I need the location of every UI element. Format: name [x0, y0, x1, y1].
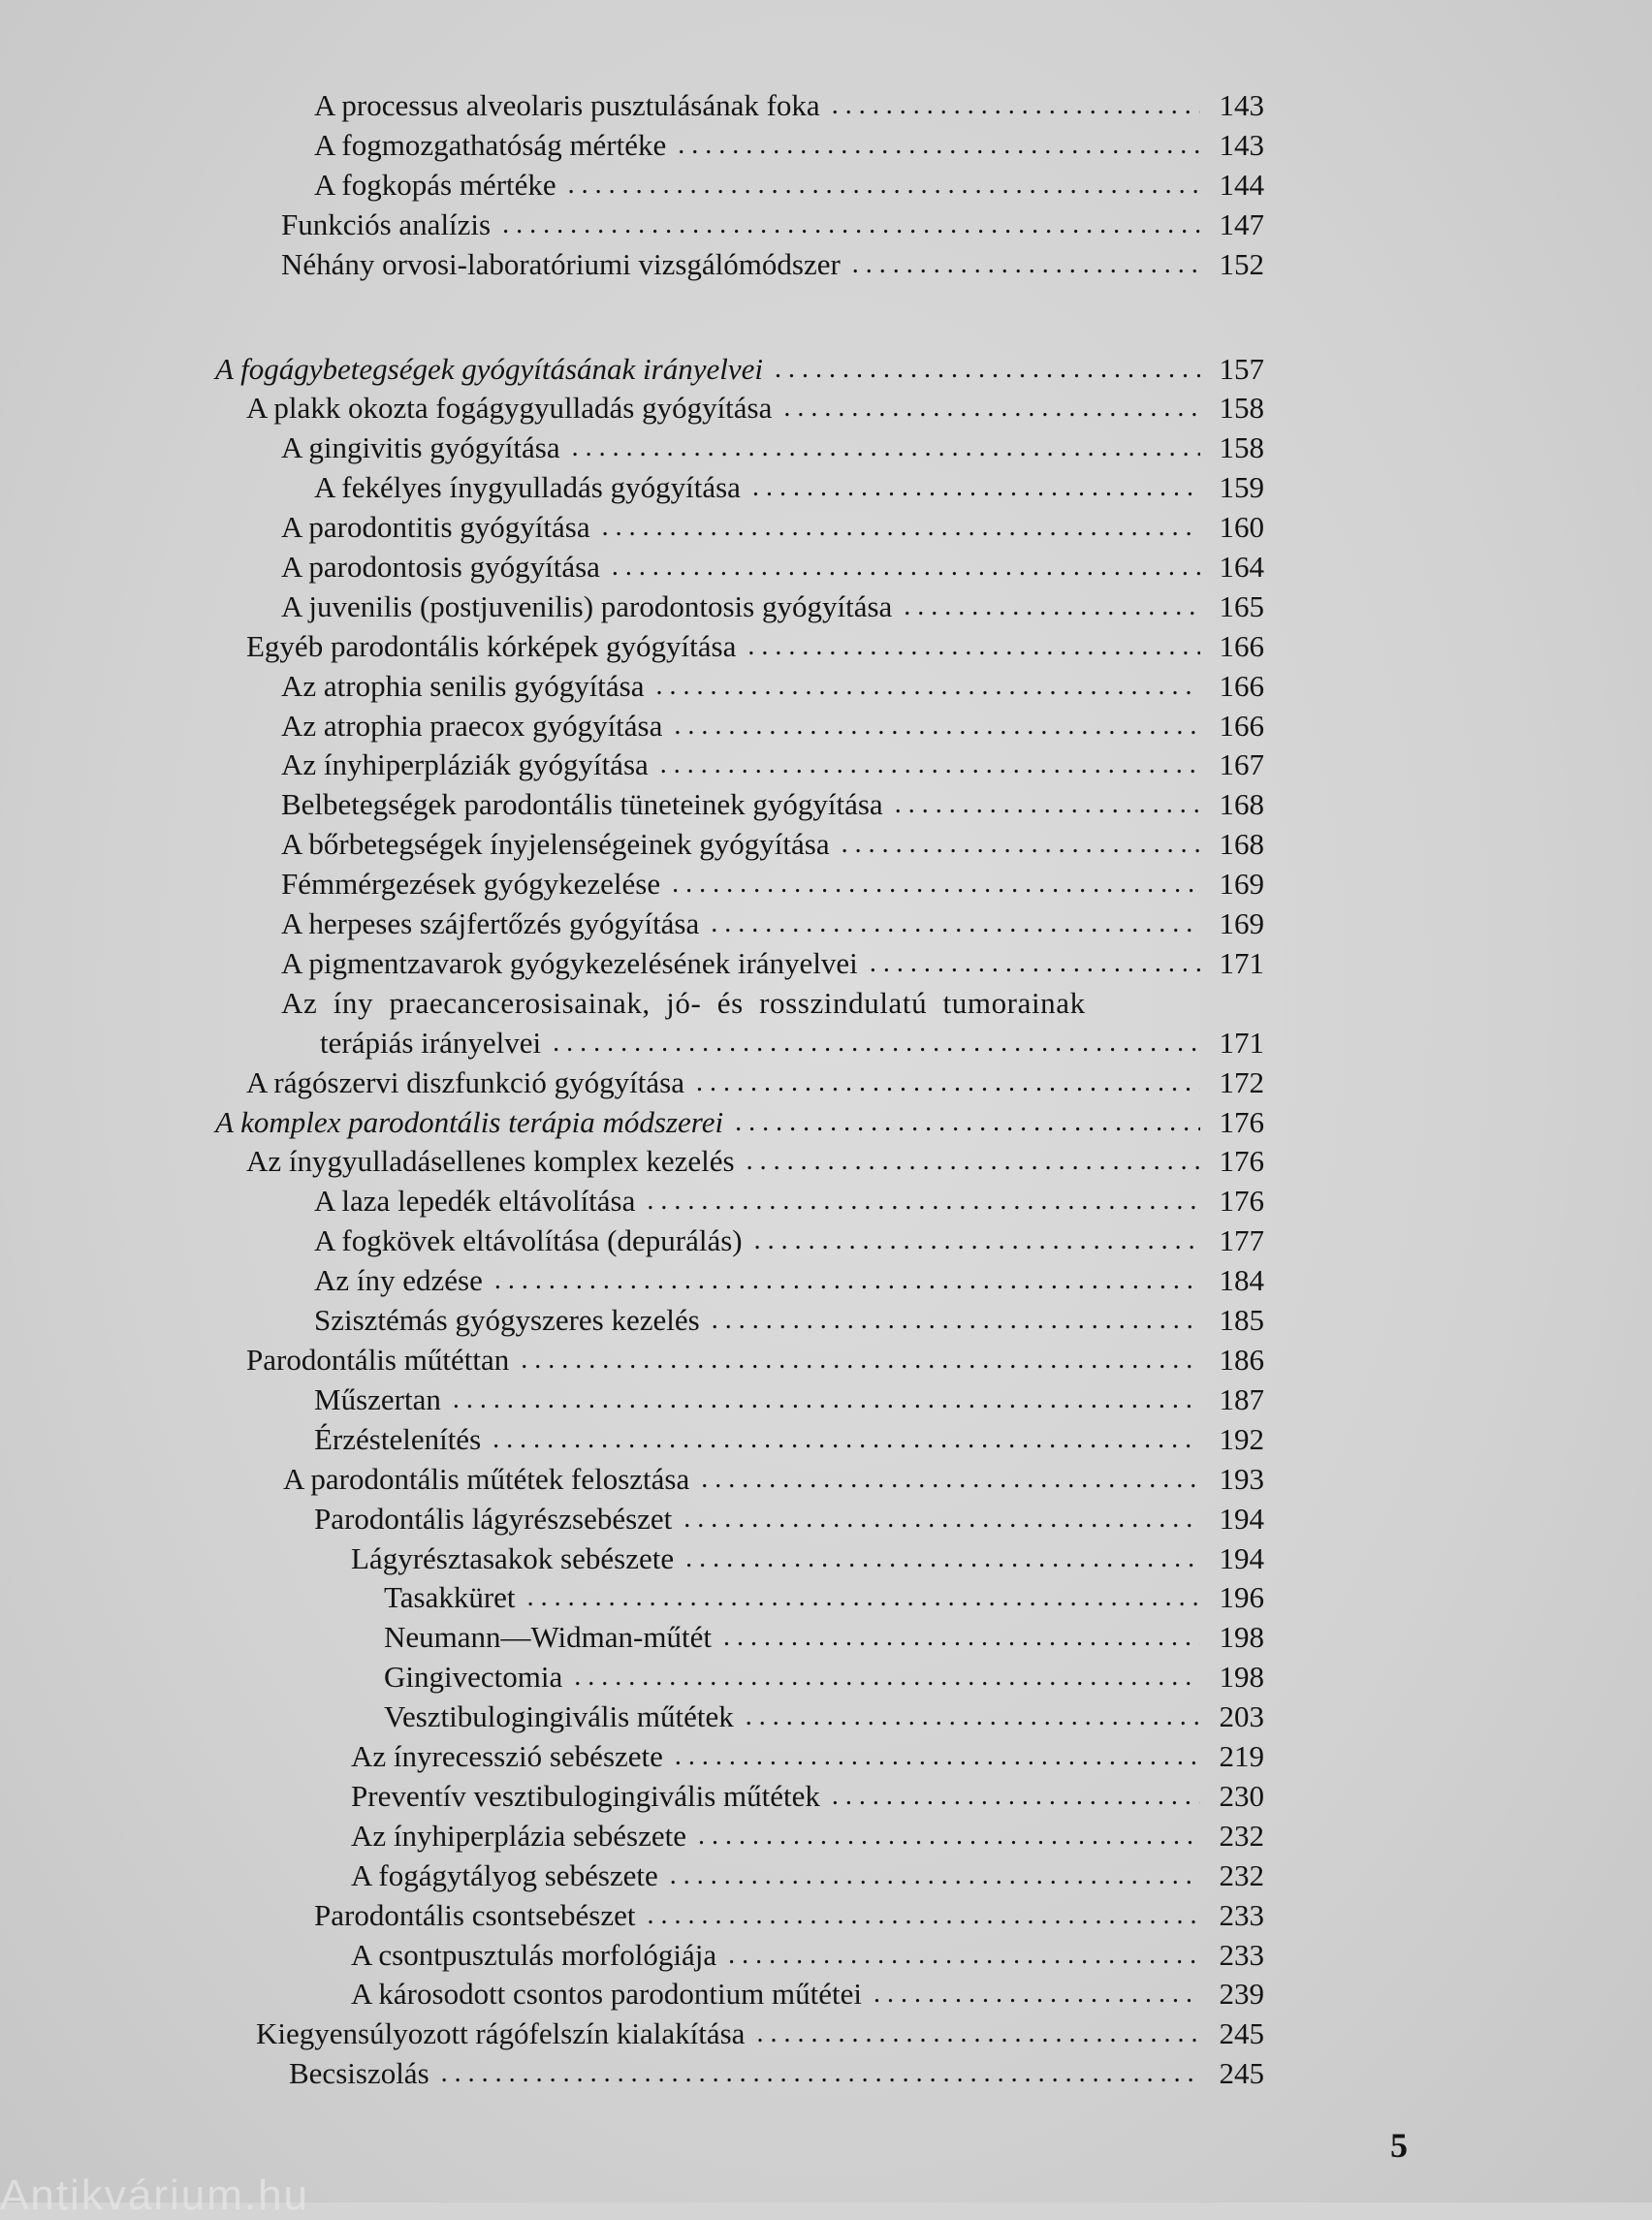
- toc-entry: [314, 1221, 1264, 1260]
- toc-entry: [351, 1776, 1264, 1816]
- toc-entry: [281, 244, 1264, 284]
- toc-leader-dots: [747, 626, 1200, 666]
- toc-entry: [314, 467, 1264, 507]
- toc-entry: [256, 2014, 1264, 2053]
- toc-entry-title: A plakk okozta fogágygyulladás gyógyítása: [246, 391, 773, 425]
- toc-entry-page: 219: [1219, 1739, 1264, 1773]
- toc-leader-dots: [527, 1577, 1200, 1617]
- toc-leader-dots: [678, 125, 1200, 165]
- toc-leader-dots: [832, 1776, 1200, 1816]
- toc-entry-page: 176: [1219, 1105, 1264, 1139]
- toc-entry-title: Becsiszolás: [289, 2056, 429, 2090]
- toc-entry-title: A fogkövek eltávolítása (depurálás): [314, 1223, 743, 1257]
- toc-entry-title: Az íny praecancerosisainak, jó- és rosszindulatú tumorainak: [281, 986, 1086, 1020]
- toc-leader-dots: [728, 1935, 1200, 1975]
- toc-entry-title: Egyéb parodontális kórképek gyógyítása: [246, 629, 737, 663]
- toc-entry-title: Érzéstelenítés: [314, 1422, 482, 1456]
- toc-leader-dots: [904, 587, 1200, 626]
- toc-entry: [351, 1974, 1264, 2014]
- toc-entry-title: Az íny edzése: [314, 1263, 483, 1297]
- toc-entry-page: 239: [1219, 1977, 1264, 2011]
- toc-entry-page: 245: [1219, 2016, 1264, 2050]
- toc-entry-title: Belbetegségek parodontális tüneteinek gyógyítása: [281, 787, 883, 821]
- toc-entry-title: Preventív vesztibulogingivális műtétek: [351, 1779, 820, 1813]
- toc-entry: [289, 2053, 1264, 2093]
- toc-entry-title: Az atrophia senilis gyógyítása: [281, 669, 645, 703]
- toc-leader-dots: [783, 388, 1200, 428]
- toc-entry-page: 166: [1219, 669, 1264, 703]
- toc-leader-dots: [775, 349, 1200, 389]
- toc-leader-dots: [752, 467, 1200, 507]
- toc-entry: [246, 626, 1264, 666]
- toc-entry-page: 167: [1219, 747, 1264, 781]
- toc-leader-dots: [711, 904, 1200, 943]
- toc-entry-title: A pigmentzavarok gyógykezelésének irányelvei: [281, 946, 858, 980]
- toc-leader-dots: [492, 1419, 1200, 1459]
- toc-entry-page: 169: [1219, 867, 1264, 901]
- toc-entry: [281, 428, 1264, 467]
- toc-entry: [281, 507, 1264, 547]
- toc-leader-dots: [754, 1221, 1200, 1260]
- toc-entry-page: 186: [1219, 1343, 1264, 1377]
- toc-entry-page: 193: [1219, 1462, 1264, 1496]
- toc-entry: [281, 904, 1264, 943]
- toc-entry-title: A fogmozgathatóság mértéke: [314, 128, 667, 162]
- toc-leader-dots: [723, 1617, 1200, 1657]
- toc-entry: [384, 1657, 1264, 1697]
- toc-entry: [314, 1499, 1264, 1538]
- toc-entry-page: 166: [1219, 629, 1264, 663]
- toc-entry-title: Gingivectomia: [384, 1660, 563, 1694]
- toc-entry-page: 196: [1219, 1580, 1264, 1614]
- toc-entry-page: 192: [1219, 1422, 1264, 1456]
- toc-leader-dots: [553, 1023, 1200, 1062]
- toc-entry-page: 147: [1219, 207, 1264, 241]
- toc-entry-page: 159: [1219, 470, 1264, 504]
- toc-entry-page: 176: [1219, 1184, 1264, 1218]
- toc-entry-page: 160: [1219, 510, 1264, 544]
- toc-leader-dots: [572, 428, 1200, 467]
- toc-leader-dots: [756, 2014, 1200, 2053]
- toc-entry: [314, 1419, 1264, 1459]
- watermark-text: Antikvárium.hu: [0, 2172, 310, 2219]
- toc-leader-dots: [746, 1697, 1200, 1736]
- toc-leader-dots: [602, 507, 1200, 547]
- toc-entry-page: 184: [1219, 1263, 1264, 1297]
- toc-entry-title: Vesztibulogingivális műtétek: [384, 1699, 734, 1733]
- toc-leader-dots: [712, 1300, 1200, 1340]
- toc-entry: [384, 1577, 1264, 1617]
- toc-entry: [314, 165, 1264, 205]
- toc-leader-dots: [698, 1816, 1200, 1855]
- toc-leader-dots: [675, 1736, 1200, 1776]
- toc-entry: [281, 547, 1264, 587]
- toc-leader-dots: [735, 1102, 1200, 1142]
- toc-entry-page: 158: [1219, 391, 1264, 425]
- toc-entry-title: A parodontitis gyógyítása: [281, 510, 590, 544]
- toc-entry: [246, 1141, 1264, 1181]
- toc-entry: [320, 1023, 1264, 1062]
- toc-entry-page: 187: [1219, 1382, 1264, 1416]
- toc-entry-page: 168: [1219, 827, 1264, 861]
- toc-entry-page: 166: [1219, 709, 1264, 743]
- toc-entry: [351, 1736, 1264, 1776]
- toc-entry: [314, 85, 1264, 125]
- toc-entry: [281, 706, 1264, 745]
- toc-entry-page: 157: [1219, 352, 1264, 386]
- toc-entry-page: 169: [1219, 906, 1264, 940]
- toc-entry-title: A fogágybetegségek gyógyításának irányelvei: [215, 352, 763, 386]
- toc-entry-page: 232: [1219, 1858, 1264, 1892]
- toc-entry-title: Az ínyhiperpláziák gyógyítása: [281, 747, 649, 781]
- toc-entry-title: A fogkopás mértéke: [314, 168, 556, 202]
- toc-leader-dots: [685, 1538, 1200, 1578]
- toc-entry-title: Az ínygyulladásellenes komplex kezelés: [246, 1144, 735, 1178]
- toc-entry: [281, 784, 1264, 824]
- toc-leader-dots: [521, 1340, 1200, 1380]
- toc-entry: [351, 1816, 1264, 1855]
- toc-entry-title: Funkciós analízis: [281, 207, 492, 241]
- toc-entry: [314, 125, 1264, 165]
- toc-leader-dots: [453, 1380, 1200, 1419]
- toc-entry: [384, 1617, 1264, 1657]
- toc-leader-dots: [494, 1260, 1200, 1300]
- toc-leader-dots: [672, 864, 1200, 904]
- toc-leader-dots: [747, 1141, 1200, 1181]
- toc-entry: [314, 1380, 1264, 1419]
- toc-entry: [246, 1340, 1264, 1380]
- toc-entry-title: A károsodott csontos parodontium műtétei: [351, 1977, 862, 2011]
- toc-entry: [281, 587, 1264, 626]
- toc-leader-dots: [683, 1499, 1200, 1538]
- toc-entry-title: Parodontális lágyrészsebészet: [314, 1502, 673, 1536]
- toc-entry: [215, 349, 1264, 389]
- toc-entry-page: 233: [1219, 1898, 1264, 1932]
- toc-entry-title: Tasakküret: [384, 1580, 516, 1614]
- toc-entry-title: Kiegyensúlyozott rágófelszín kialakítása: [256, 2016, 746, 2050]
- toc-leader-dots: [660, 745, 1200, 784]
- toc-entry-title: A komplex parodontális terápia módszerei: [215, 1105, 724, 1139]
- toc-entry: [281, 666, 1264, 706]
- toc-leader-dots: [568, 165, 1200, 205]
- toc-entry-title: Lágyrésztasakok sebészete: [351, 1541, 675, 1575]
- toc-leader-dots: [842, 824, 1200, 864]
- toc-entry-page: 158: [1219, 430, 1264, 464]
- toc-entry-title: Szisztémás gyógyszeres kezelés: [314, 1303, 700, 1337]
- toc-entry: [314, 1895, 1264, 1935]
- toc-entry: [281, 864, 1264, 904]
- toc-entry-title: A laza lepedék eltávolítása: [314, 1184, 636, 1218]
- toc-entry: [281, 983, 1264, 1023]
- toc-entry-title: A csontpusztulás morfológiája: [351, 1938, 717, 1972]
- toc-entry-page: 245: [1219, 2056, 1264, 2090]
- toc-entry: [351, 1935, 1264, 1975]
- toc-entry-page: 143: [1219, 88, 1264, 122]
- toc-entry-page: 177: [1219, 1223, 1264, 1257]
- toc-entry-page: 143: [1219, 128, 1264, 162]
- toc-leader-dots: [874, 1974, 1200, 2014]
- toc-entry-page: 185: [1219, 1303, 1264, 1337]
- toc-leader-dots: [870, 943, 1200, 983]
- toc-leader-dots: [674, 706, 1200, 745]
- toc-entry-page: 194: [1219, 1502, 1264, 1536]
- toc-entry-page: 230: [1219, 1779, 1264, 1813]
- toc-entry: [246, 388, 1264, 428]
- toc-entry: [281, 205, 1264, 244]
- toc-leader-dots: [696, 1062, 1200, 1102]
- toc-entry-page: 172: [1219, 1065, 1264, 1099]
- toc-entry-title: Az ínyhiperplázia sebészete: [351, 1819, 686, 1853]
- toc-entry-title: Parodontális csontsebészet: [314, 1898, 636, 1932]
- toc-entry: [314, 1300, 1264, 1340]
- page-number: 5: [1390, 2126, 1408, 2165]
- toc-leader-dots: [656, 666, 1201, 706]
- toc-entry-title: terápiás irányelvei: [320, 1026, 542, 1060]
- toc-entry-page: 171: [1219, 946, 1264, 980]
- toc-entry-title: Az ínyrecesszió sebészete: [351, 1739, 663, 1773]
- toc-leader-dots: [612, 547, 1200, 587]
- toc-entry-title: A rágószervi diszfunkció gyógyítása: [246, 1065, 684, 1099]
- toc-entry: [281, 943, 1264, 983]
- toc-entry-page: 203: [1219, 1699, 1264, 1733]
- toc-entry-title: A fekélyes ínygyulladás gyógyítása: [314, 470, 741, 504]
- toc-leader-dots: [647, 1181, 1200, 1221]
- toc-entry: [283, 1459, 1264, 1499]
- toc-entry-page: 198: [1219, 1620, 1264, 1654]
- toc-entry-title: A processus alveolaris pusztulásának foka: [314, 88, 820, 122]
- toc-entry-title: Parodontális műtéttan: [246, 1343, 510, 1377]
- toc-entry: [281, 745, 1264, 784]
- toc-entry-title: A parodontosis gyógyítása: [281, 550, 600, 584]
- toc-entry-title: Fémmérgezések gyógykezelése: [281, 867, 661, 901]
- toc-entry: [281, 824, 1264, 864]
- toc-entry-title: A juvenilis (postjuvenilis) parodontosis gyógyítása: [281, 589, 893, 623]
- toc-entry-title: Műszertan: [314, 1382, 441, 1416]
- toc-leader-dots: [647, 1895, 1200, 1935]
- toc-entry: [384, 1697, 1264, 1736]
- toc-entry-title: A bőrbetegségek ínyjelenségeinek gyógyítása: [281, 827, 830, 861]
- toc-entry: [246, 1062, 1264, 1102]
- toc-leader-dots: [701, 1459, 1200, 1499]
- toc-entry-page: 233: [1219, 1938, 1264, 1972]
- toc-leader-dots: [852, 244, 1200, 284]
- toc-leader-dots: [895, 784, 1200, 824]
- toc-entry: [351, 1855, 1264, 1895]
- toc-entry-title: A herpeses szájfertőzés gyógyítása: [281, 906, 700, 940]
- toc-entry-title: A gingivitis gyógyítása: [281, 430, 560, 464]
- toc-entry-page: 232: [1219, 1819, 1264, 1853]
- toc-entry: [215, 1102, 1264, 1142]
- toc-entry-page: 164: [1219, 550, 1264, 584]
- toc-leader-dots: [832, 85, 1200, 125]
- toc-leader-dots: [441, 2053, 1200, 2093]
- toc-entry-page: 198: [1219, 1660, 1264, 1694]
- toc-entry-page: 171: [1219, 1026, 1264, 1060]
- toc-entry-title: A fogágytályog sebészete: [351, 1858, 658, 1892]
- toc-leader-dots: [502, 205, 1200, 244]
- toc-leader-dots: [670, 1855, 1200, 1895]
- toc-entry-title: Néhány orvosi-laboratóriumi vizsgálómódszer: [281, 247, 841, 281]
- toc-entry-page: 176: [1219, 1144, 1264, 1178]
- toc-entry-title: Az atrophia praecox gyógyítása: [281, 709, 663, 743]
- toc-entry-title: Neumann—Widman-műtét: [384, 1620, 712, 1654]
- toc-entry-page: 194: [1219, 1541, 1264, 1575]
- toc-leader-dots: [574, 1657, 1200, 1697]
- toc-entry-title: A parodontális műtétek felosztása: [283, 1462, 690, 1496]
- toc-entry-page: 144: [1219, 168, 1264, 202]
- toc-entry: [314, 1181, 1264, 1221]
- toc-entry-page: 168: [1219, 787, 1264, 821]
- toc-entry-page: 152: [1219, 247, 1264, 281]
- toc-entry: [351, 1538, 1264, 1578]
- toc-entry: [314, 1260, 1264, 1300]
- toc-entry-page: 165: [1219, 589, 1264, 623]
